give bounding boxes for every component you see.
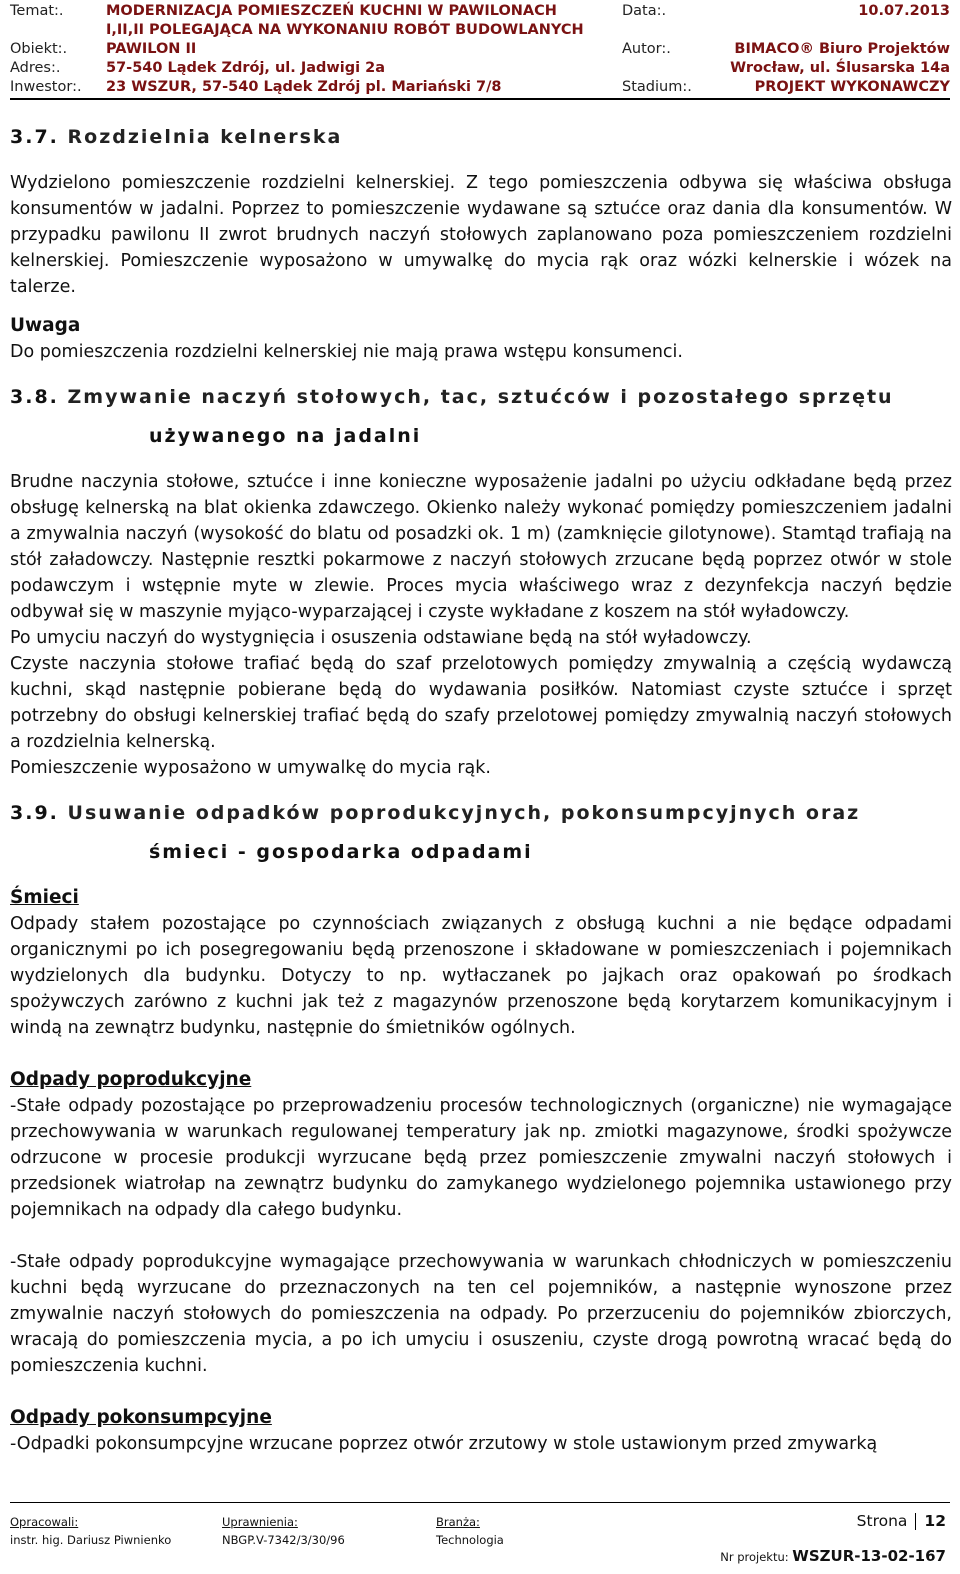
footer-opracowali bbox=[10, 1513, 171, 1549]
section-3-8-paragraph-1: Brudne naczynia stołowe, sztućce i inne konieczne wyposażenie jadalni po użyciu odkładane będą przez obsługę kelnerską na blat okienka zdawczego. Okienko należy wykonać pomiędzy pomieszczeniem jadalni a zmywalnia naczyń (wysokość do blatu od posadzki ok. 1 m) (zamknięcie gilotynowe). Stamtąd trafiają na stół załadowczy. Następnie resztki pokarmowe z naczyń stołowych zrzucane będą poprzez otwór w stole podawczym i wstępnie myte w zlewie. Proces mycia właściwego wraz z dezynfekcja naczyń będzie odbywał się w maszynie myjąco-wyparzającej i czyste wykładane z koszem na stół wyładowczy. bbox=[10, 472, 952, 622]
note-heading: Uwaga bbox=[10, 315, 81, 336]
header-row-temat-2 bbox=[10, 21, 950, 40]
temat-value-line-2: I,II,II POLEGAJĄCA NA WYKONANIU ROBÓT BUDOWLANYCH bbox=[106, 22, 584, 38]
project-number-label: Nr projektu: bbox=[720, 1550, 789, 1564]
page-number: 12 bbox=[924, 1512, 946, 1530]
section-3-7-paragraph: Wydzielono pomieszczenie rozdzielni kelnerskiej. Z tego pomieszczenia odbywa się właściwa obsługa konsumentów w jadalni. Poprzez to pomieszczenie wydawane są sztućce oraz dania dla konsumentów. W przypadku pawilonu II zwrot brudnych naczyń stołowych zaplanowano poza pomieszczeniem rozdzielni kelnerskiej. Pomieszczenie wyposażono w umywalkę do mycia rąk oraz wózki kelnerskie i wózek na talerze. bbox=[10, 173, 952, 297]
odpady-poprodukcyjne-heading: Odpady poprodukcyjne bbox=[10, 1069, 252, 1090]
section-3-9-number: 3.9. bbox=[10, 802, 59, 824]
autor-value-line-1: BIMACO® Biuro Projektów bbox=[734, 41, 950, 57]
section-3-9-heading bbox=[10, 794, 952, 833]
section-3-7-number: 3.7. bbox=[10, 126, 59, 148]
section-3-8-paragraph-4: Pomieszczenie wyposażono w umywalkę do mycia rąk. bbox=[10, 758, 491, 778]
section-3-8-title-line-2: używanego na jadalni bbox=[149, 425, 422, 447]
odpady-pokonsumpcyjne-heading: Odpady pokonsumpcyjne bbox=[10, 1407, 272, 1428]
odpady-pokonsumpcyjne-text: -Odpadki pokonsumpcyjne wrzucane poprzez otwór zrzutowy w stole ustawionym przed zmywarką bbox=[10, 1434, 878, 1454]
stadium-label: Stadium:. bbox=[622, 79, 692, 95]
note-text: Do pomieszczenia rozdzielni kelnerskiej nie mają prawa wstępu konsumenci. bbox=[10, 342, 683, 362]
footer-uprawnienia bbox=[222, 1513, 345, 1549]
odpady-poprodukcyjne-text-2: -Stałe odpady poprodukcyjne wymagające przechowywania w warunkach chłodniczych w pomieszczeniu kuchni będą wyrzucane do przeznaczonych na ten cel pojemników, a następnie wynoszone przez zmywalnie naczyń stołowych do pomieszczenia na odpady. Po przerzuceniu do pojemników zbiorczych, wracają do pomieszczenia mycia, a po ich umyciu i osuszeniu, czyste drogą powrotną wracać będą do pomieszczenia kuchni. bbox=[10, 1252, 952, 1376]
section-3-9-title: Usuwanie odpadków poprodukcyjnych, pokonsumpcyjnych oraz bbox=[67, 802, 861, 824]
uprawnienia-label: Uprawnienia: bbox=[222, 1515, 298, 1529]
data-label: Data:. bbox=[622, 3, 667, 19]
branza-label: Branża: bbox=[436, 1515, 480, 1529]
section-3-7-heading bbox=[10, 118, 952, 157]
project-number bbox=[720, 1547, 946, 1565]
header-row-temat bbox=[10, 2, 950, 21]
temat-value-line-1: MODERNIZACJA POMIESZCZEŃ KUCHNI W PAWILONACH bbox=[106, 3, 557, 19]
footer-branza bbox=[436, 1513, 504, 1549]
page-number-box bbox=[857, 1512, 946, 1530]
section-3-8-paragraph-3: Czyste naczynia stołowe trafiać będą do szaf przelotowych pomiędzy zmywalnią a częścią wydawczą kuchni, skąd następnie pobierane będą do wydawania posiłków. Natomiast czyste sztućce i sprzęt potrzebny do obsługi kelnerskiej trafiać będą do szafy przelotowej pomiędzy zmywalnią naczyń stołowych a rozdzielnia kelnerską. bbox=[10, 654, 952, 752]
autor-label: Autor:. bbox=[622, 41, 671, 57]
branza-value: Technologia bbox=[436, 1533, 504, 1547]
odpady-poprodukcyjne-text-1: -Stałe odpady pozostające po przeprowadzeniu procesów technologicznych (organiczne) nie wymagające przechowywania w warunkach regulowanej temperatury jak np. zmiotki magazynowe, środki spożywcze odrzucone w procesie produkcji wyrzucane będą przez pomieszczenie zmywalni naczyń stołowych i przedsionek wiatrołap na zewnątrz budynku do zamykanego wydzielonego pojemnika ustawionego przy pojemnikach na odpady dla całego budynku. bbox=[10, 1096, 952, 1220]
section-3-8-paragraph-2: Po umyciu naczyń do wystygnięcia i osuszenia odstawiane będą na stół wyładowczy. bbox=[10, 628, 752, 648]
uprawnienia-value: NBGP.V-7342/3/30/96 bbox=[222, 1533, 345, 1547]
opracowali-label: Opracowali: bbox=[10, 1515, 79, 1529]
document-footer bbox=[10, 1502, 950, 1573]
document-body bbox=[10, 118, 952, 1457]
stadium-value: PROJEKT WYKONAWCZY bbox=[754, 79, 950, 95]
document-header bbox=[10, 0, 950, 100]
opracowali-value: instr. hig. Dariusz Piwnienko bbox=[10, 1533, 172, 1547]
obiekt-value: PAWILON II bbox=[106, 41, 197, 57]
section-3-8-heading bbox=[10, 378, 952, 417]
section-3-7-title: Rozdzielnia kelnerska bbox=[67, 126, 343, 148]
header-row-obiekt bbox=[10, 40, 950, 59]
adres-label: Adres:. bbox=[10, 60, 61, 76]
header-row-adres bbox=[10, 59, 950, 78]
autor-value-line-2: Wrocław, ul. Ślusarska 14a bbox=[730, 60, 950, 76]
inwestor-label: Inwestor:. bbox=[10, 79, 82, 95]
section-3-8-number: 3.8. bbox=[10, 386, 59, 408]
project-number-value: WSZUR-13-02-167 bbox=[792, 1547, 946, 1565]
inwestor-value: 23 WSZUR, 57-540 Lądek Zdrój pl. Mariański 7/8 bbox=[106, 79, 502, 95]
page-label: Strona bbox=[856, 1512, 908, 1530]
page-separator bbox=[915, 1513, 916, 1530]
obiekt-label: Obiekt:. bbox=[10, 41, 68, 57]
data-value: 10.07.2013 bbox=[858, 3, 950, 19]
adres-value: 57-540 Lądek Zdrój, ul. Jadwigi 2a bbox=[106, 60, 386, 76]
smieci-text: Odpady stałem pozostające po czynnościach związanych z obsługą kuchni a nie będące odpadami organicznymi po ich posegregowaniu będą przenoszone i składowane w pomieszczeniach i pojemnikach wydzielonych dla budynku. Dotyczy to np. wytłaczanek po jajkach oraz opakowań po środkach spożywczych zarówno z kuchni jak też z magazynów przenoszone będą korytarzem komunikacyjnym i windą na zewnątrz budynku, następnie do śmietników ogólnych. bbox=[10, 914, 952, 1038]
smieci-heading: Śmieci bbox=[10, 887, 79, 908]
header-row-inwestor bbox=[10, 78, 950, 97]
section-3-8-title: Zmywanie naczyń stołowych, tac, sztućców i pozostałego sprzętu bbox=[67, 386, 894, 408]
temat-label: Temat:. bbox=[10, 3, 64, 19]
section-3-9-title-line-2: śmieci - gospodarka odpadami bbox=[149, 841, 533, 863]
